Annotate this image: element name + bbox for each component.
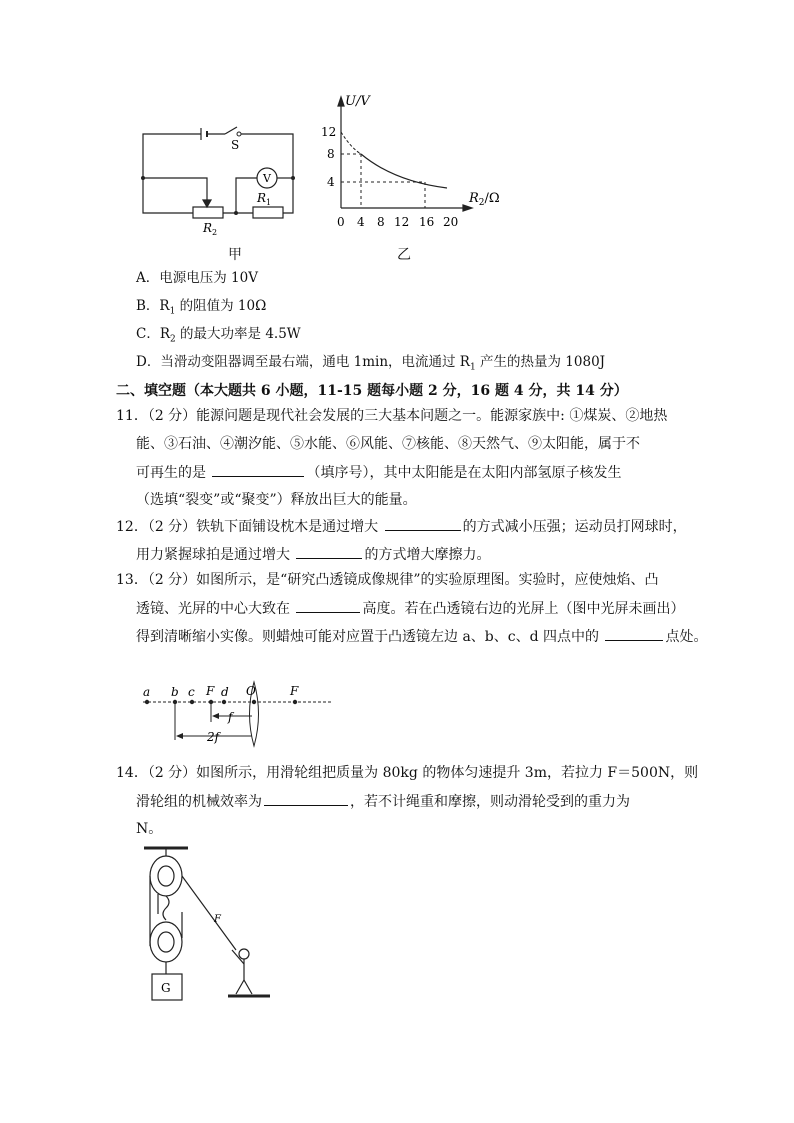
circuit-caption: 甲: [228, 247, 242, 263]
y-tick: 12: [321, 125, 337, 139]
double-focal-length-label: 2f: [207, 730, 220, 744]
r2-label: $R_2$: [203, 221, 218, 237]
q11-line-2: 能、③石油、④潮汐能、⑤水能、⑥风能、⑦核能、⑧天然气、⑨太阳能，属于不: [136, 436, 640, 452]
point-b-label: b: [171, 685, 179, 699]
section-title: 二、填空题（本大题共 6 小题，11-15 题每小题 2 分，16 题 4 分，共 14 分）: [116, 383, 628, 399]
q13-line-1: 13．（2 分）如图所示，是“研究凸透镜成像规律”的实验原理图。实验时，应使烛焰、凸: [116, 572, 659, 588]
r1-label: $R_1$: [257, 191, 272, 207]
option-c: C．$R_2$ 的最大功率是 4.5W: [136, 326, 301, 345]
x-tick: 8: [377, 215, 385, 229]
answer-blank[interactable]: [385, 516, 461, 531]
q12-line-2: 用力紧握球拍是通过增大 的方式增大摩擦力。: [136, 544, 490, 565]
optical-center-label: O: [246, 684, 256, 698]
y-tick: 8: [327, 147, 335, 161]
q14-line-1: 14．（2 分）如图所示，用滑轮组把质量为 80kg 的物体匀速提升 3m，若拉力 F＝500N，则: [116, 765, 699, 781]
option-d: D．当滑动变阻器调至最右端，通电 1min，电流通过 $R_1$ 产生的热量为 1080J: [136, 354, 606, 373]
voltage-resistance-graph: [315, 92, 515, 242]
x-tick: 12: [394, 215, 410, 229]
point-d-label: d: [221, 685, 229, 699]
y-tick: 4: [327, 175, 335, 189]
q11-line-3: 可再生的是 （填序号），其中太阳能是在太阳内部氢原子核发生: [136, 462, 621, 483]
focus-right-label: F: [290, 684, 299, 698]
q14-line-2: 滑轮组的机械效率为 ，若不计绳重和摩擦，则动滑轮受到的重力为: [136, 791, 630, 812]
q12-line-1: 12．（2 分）铁轨下面铺设枕木是通过增大 的方式减小压强；运动员打网球时，: [116, 516, 687, 537]
graph-caption: 乙: [397, 247, 411, 263]
focus-left-label: F: [206, 684, 215, 698]
force-label: F: [214, 914, 221, 925]
q14-line-3: N。: [136, 821, 163, 837]
q13-line-3: 得到清晰缩小实像。则蜡烛可能对应置于凸透镜左边 a、b、c、d 四点中的 点处。: [136, 626, 707, 647]
q11-line-4: （选填“裂变”或“聚变”）释放出巨大的能量。: [136, 492, 417, 508]
x-tick: 20: [443, 215, 459, 229]
option-b: B．$R_1$ 的阻值为 10Ω: [136, 298, 267, 317]
answer-blank[interactable]: [212, 462, 304, 477]
q11-line-1: 11．（2 分）能源问题是现代社会发展的三大基本问题之一。能源家族中: ①煤炭、②地热: [116, 408, 668, 424]
voltmeter-label: V: [263, 172, 271, 185]
focal-length-label: f: [228, 710, 233, 724]
q13-line-2: 透镜、光屏的中心大致在 高度。若在凸透镜右边的光屏上（图中光屏未画出）: [136, 598, 684, 619]
x-axis-label: $R_2/\Omega$: [469, 191, 500, 208]
answer-blank[interactable]: [296, 598, 360, 613]
answer-blank[interactable]: [264, 791, 348, 806]
weight-label: G: [161, 981, 171, 995]
y-axis-label: U/V: [345, 94, 370, 109]
point-a-label: a: [143, 685, 151, 699]
switch-label: S: [231, 138, 240, 152]
option-a: A．电源电压为 10V: [136, 270, 258, 286]
pulley-diagram: [136, 842, 278, 1006]
x-tick: 16: [419, 215, 435, 229]
answer-blank[interactable]: [296, 544, 362, 559]
point-c-label: c: [188, 685, 195, 699]
answer-blank[interactable]: [605, 626, 663, 641]
circuit-diagram: [135, 118, 305, 240]
x-tick: 4: [357, 215, 365, 229]
x-tick: 0: [337, 215, 345, 229]
lens-diagram: [135, 678, 335, 750]
